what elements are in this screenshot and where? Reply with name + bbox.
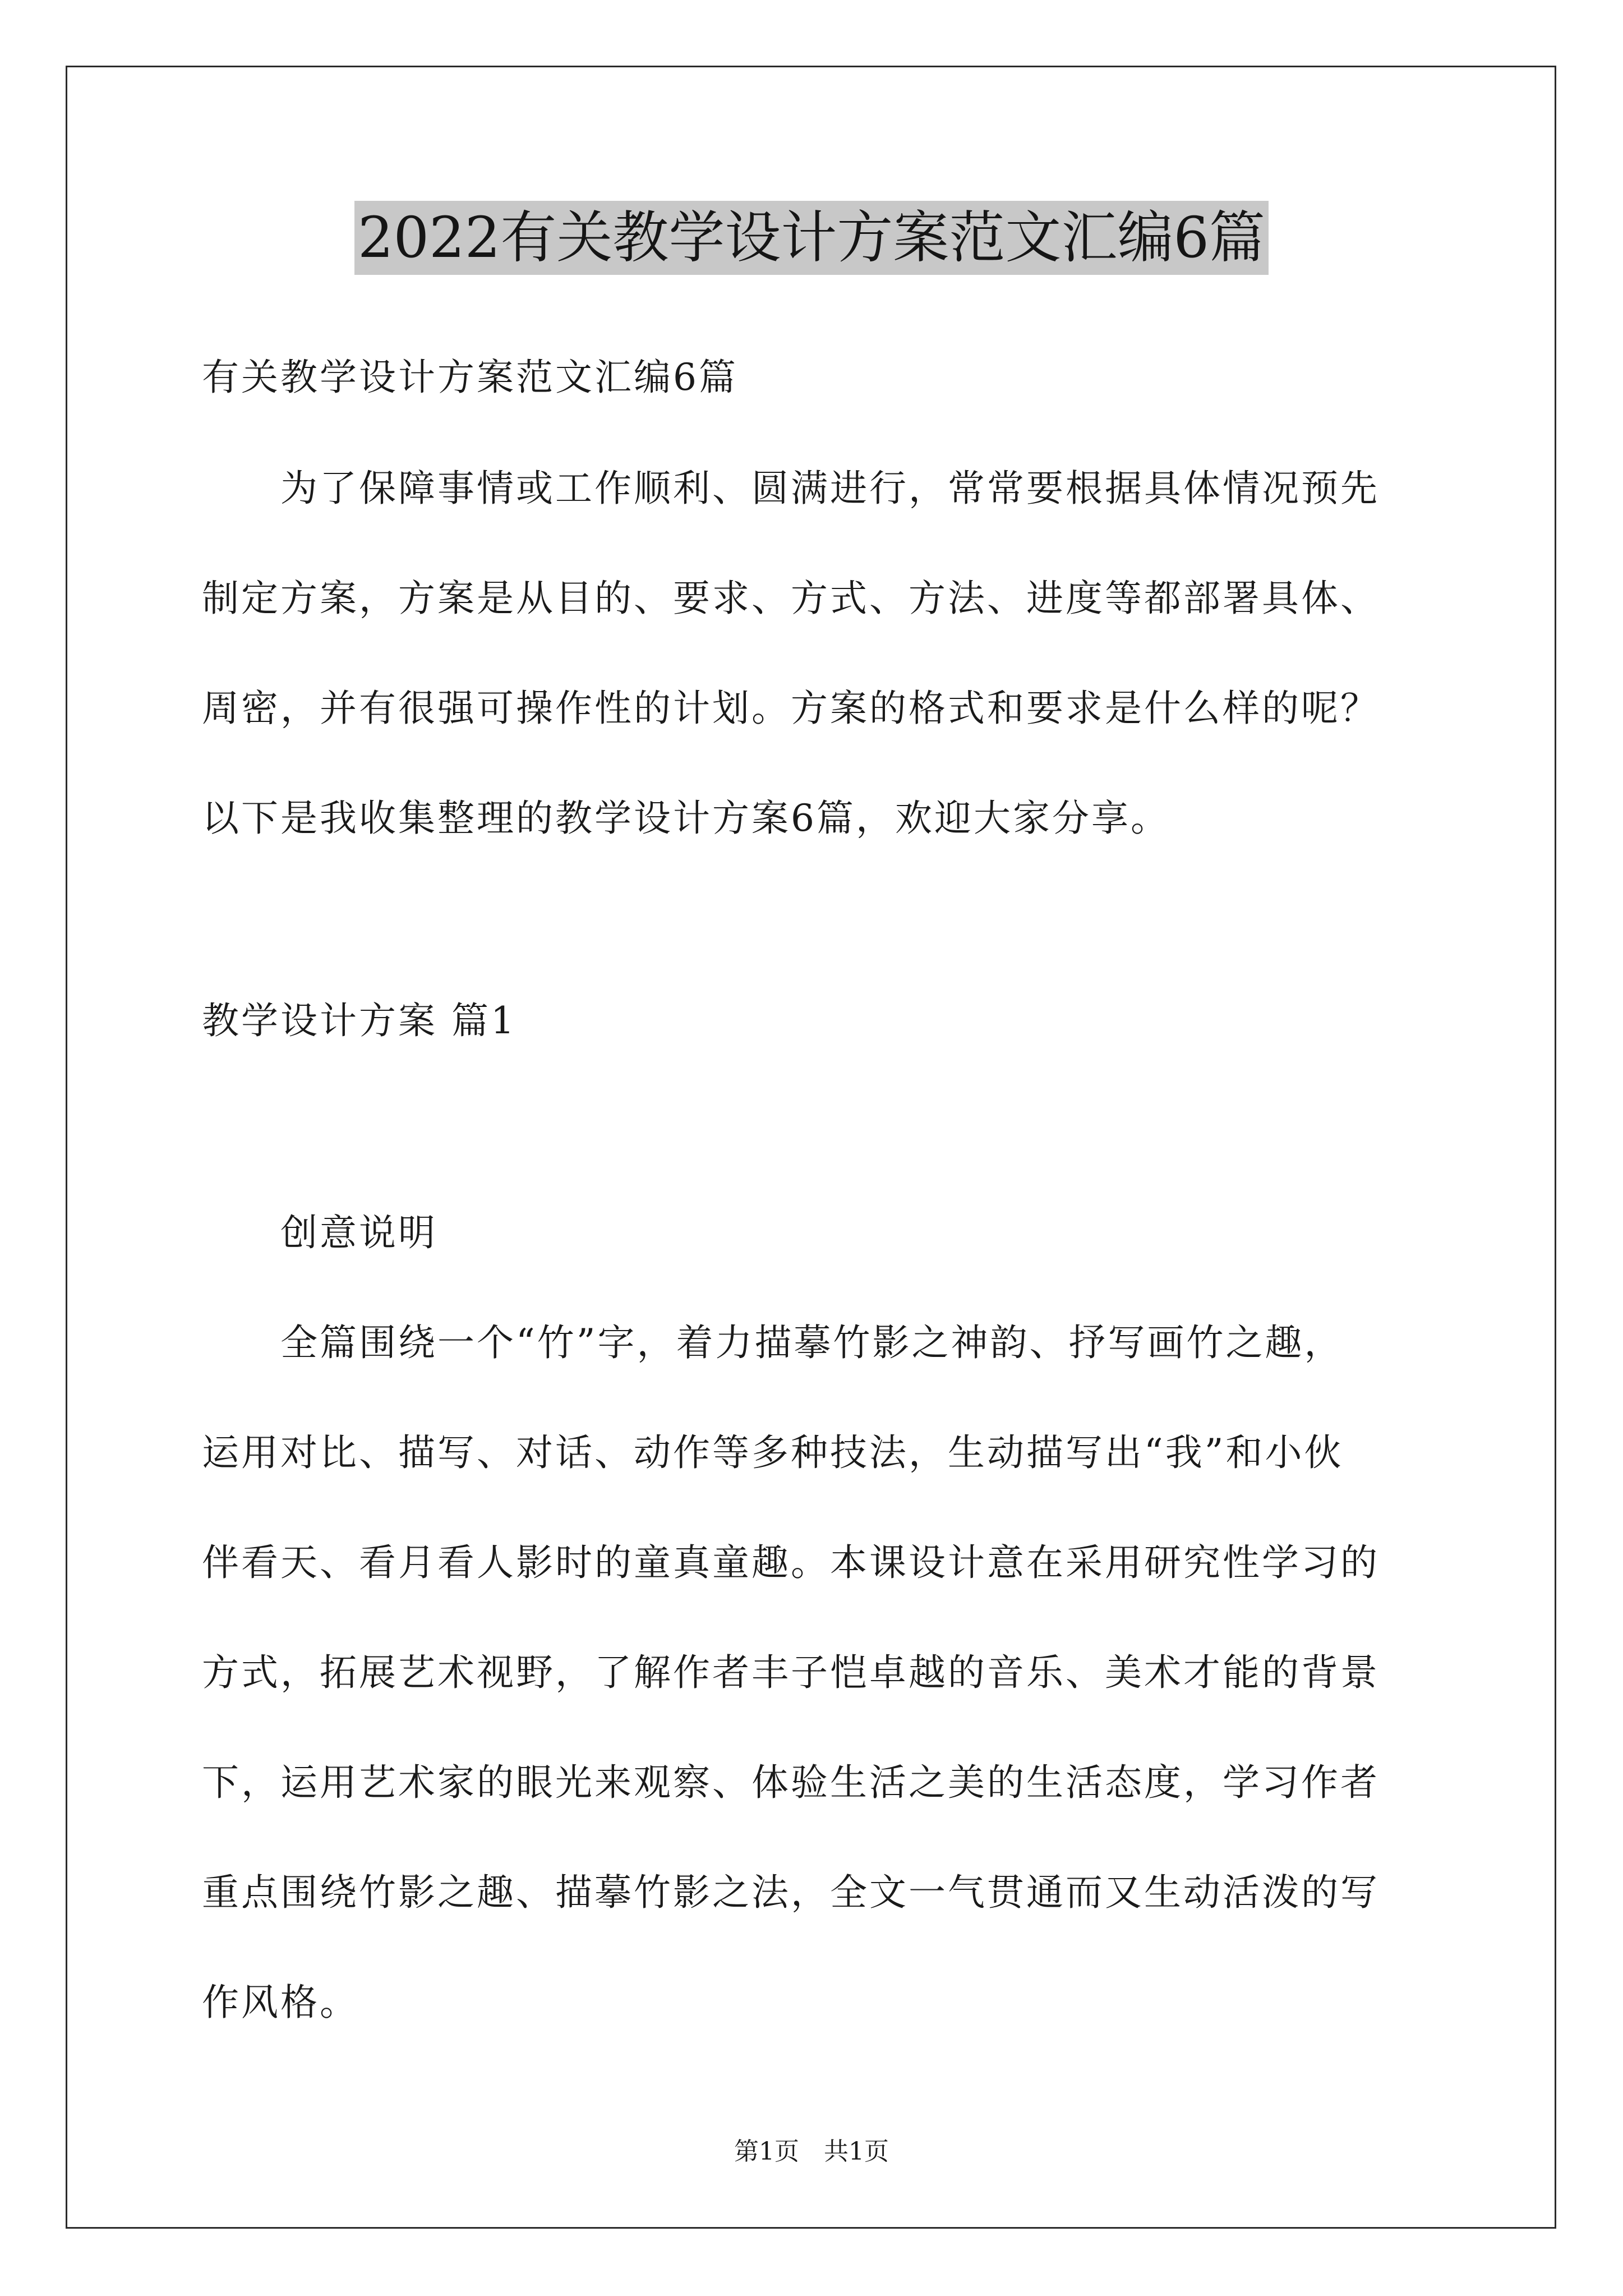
page-footer: 第1页 共1页 <box>734 2137 889 2166</box>
subheading: 创意说明 <box>280 1211 437 1254</box>
document-subtitle: 有关教学设计方案范文汇编6篇 <box>202 356 738 399</box>
section-heading: 教学设计方案 篇1 <box>202 999 517 1042</box>
body-line-1: 全篇围绕一个“竹”字，着力描摹竹影之神韵、抒写画竹之趣， <box>280 1321 1344 1364</box>
title-container <box>0 201 1623 275</box>
body-line-6: 重点围绕竹影之趣、描摹竹影之法，全文一气贯通而又生动活泼的写 <box>202 1871 1380 1914</box>
intro-line-3: 周密，并有很强可操作性的计划。方案的格式和要求是什么样的呢？ <box>202 687 1380 730</box>
body-line-5: 下，运用艺术家的眼光来观察、体验生活之美的生活态度，学习作者 <box>202 1761 1380 1804</box>
intro-line-4: 以下是我收集整理的教学设计方案6篇，欢迎大家分享。 <box>202 797 1170 840</box>
intro-line-1: 为了保障事情或工作顺利、圆满进行，常常要根据具体情况预先 <box>280 467 1380 510</box>
document-title: 2022有关教学设计方案范文汇编6篇 <box>354 201 1269 275</box>
body-line-2: 运用对比、描写、对话、动作等多种技法，生动描写出“我”和小伙 <box>202 1431 1344 1474</box>
intro-line-2: 制定方案，方案是从目的、要求、方式、方法、进度等都部署具体、 <box>202 577 1380 620</box>
body-line-4: 方式，拓展艺术视野，了解作者丰子恺卓越的音乐、美术才能的背景 <box>202 1651 1380 1694</box>
body-line-7: 作风格。 <box>202 1981 359 2024</box>
body-line-3: 伴看天、看月看人影时的童真童趣。本课设计意在采用研究性学习的 <box>202 1541 1380 1584</box>
